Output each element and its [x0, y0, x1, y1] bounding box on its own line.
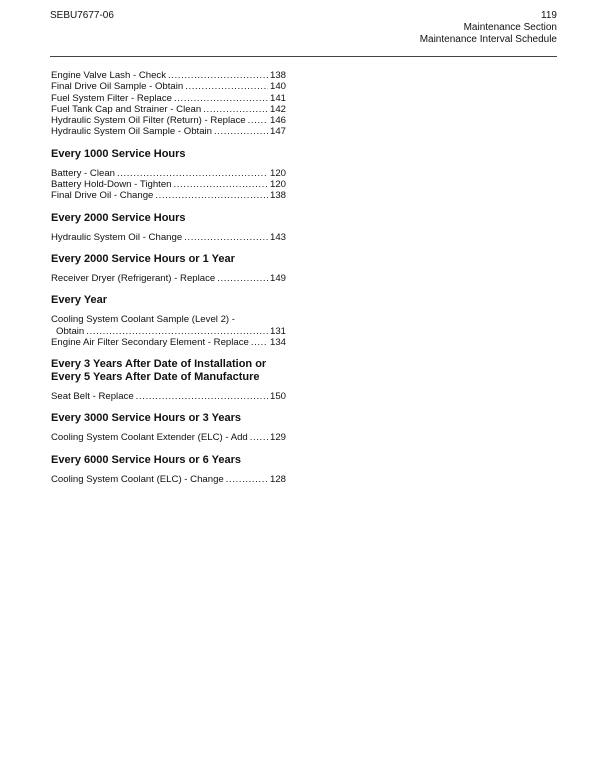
section-heading	[51, 358, 286, 384]
section-entries	[51, 168, 286, 202]
schedule-entry[interactable]	[51, 104, 286, 115]
entry-page: 129	[269, 432, 286, 444]
entry-page: 128	[269, 473, 286, 485]
schedule-entry[interactable]	[51, 232, 286, 243]
entry-text: Battery - Clean	[51, 167, 115, 179]
leader-dots	[136, 391, 268, 402]
section-heading-line: Every 3 Years After Date of Installation or	[51, 358, 267, 371]
leader-dots	[217, 273, 268, 284]
entry-text: Final Drive Oil - Change	[51, 190, 154, 202]
schedule-entry[interactable]	[51, 70, 286, 81]
entry-page: 134	[269, 336, 286, 348]
schedule-entry[interactable]	[51, 168, 286, 179]
schedule-column	[51, 70, 286, 485]
leader-dots	[248, 115, 268, 126]
section-heading: Every 1000 Service Hours	[51, 147, 186, 160]
schedule-entry[interactable]	[51, 115, 286, 126]
leader-dots	[184, 232, 268, 243]
entry-page: 149	[269, 272, 286, 284]
subsection-name: Maintenance Interval Schedule	[419, 34, 557, 45]
entry-text: Engine Air Filter Secondary Element - Replace	[51, 336, 249, 348]
entry-text: Engine Valve Lash - Check	[51, 70, 167, 81]
schedule-entry[interactable]	[51, 126, 286, 137]
entry-text: Cooling System Coolant Sample (Level 2) -	[51, 314, 235, 326]
entry-page: 142	[269, 103, 286, 115]
entry-text: Battery Hold-Down - Tighten	[51, 179, 172, 191]
schedule-entry[interactable]	[51, 474, 286, 485]
entry-page: 120	[269, 179, 286, 191]
entry-text: Receiver Dryer (Refrigerant) - Replace	[51, 272, 216, 284]
leader-dots	[155, 190, 268, 201]
document-id: SEBU7677-06	[50, 10, 114, 21]
schedule-entry[interactable]	[51, 391, 286, 402]
section-heading: Every 3000 Service Hours or 3 Years	[51, 412, 241, 425]
leader-dots	[250, 432, 268, 443]
schedule-entry[interactable]	[51, 179, 286, 190]
entry-page: 120	[269, 167, 286, 179]
entry-text: Fuel Tank Cap and Strainer - Clean	[51, 103, 202, 115]
entry-page: 138	[269, 190, 286, 202]
schedule-entry[interactable]	[51, 273, 286, 284]
entry-text: Cooling System Coolant Extender (ELC) - Add	[51, 432, 248, 444]
entry-text: Seat Belt - Replace	[51, 391, 134, 403]
entry-text: Hydraulic System Oil Sample - Obtain	[51, 126, 213, 138]
entry-page: 147	[269, 126, 286, 138]
entry-page: 150	[269, 391, 286, 403]
section-heading: Every Year	[51, 294, 108, 307]
entry-page: 141	[269, 92, 286, 104]
section-entries	[51, 232, 286, 243]
entry-text: Hydraulic System Oil Filter (Return) - Replace	[51, 115, 246, 127]
section-entries	[51, 432, 286, 443]
leader-dots	[226, 474, 268, 485]
leader-dots	[185, 81, 268, 92]
section-entries	[51, 314, 286, 348]
leader-dots	[86, 326, 268, 337]
schedule-entry[interactable]	[51, 190, 286, 201]
entry-page: 140	[269, 81, 286, 93]
intro-entries	[51, 70, 286, 138]
entry-text: Hydraulic System Oil - Change	[51, 231, 183, 243]
section-heading-line: Every 5 Years After Date of Manufacture	[51, 371, 260, 384]
section-entries	[51, 474, 286, 485]
entry-page: 146	[269, 115, 286, 127]
entry-text-continued: Obtain	[56, 325, 85, 337]
leader-dots	[168, 70, 268, 81]
page-header	[420, 10, 557, 46]
entry-page: 138	[269, 70, 286, 81]
schedule-entry[interactable]	[51, 93, 286, 104]
schedule-entry[interactable]	[51, 337, 286, 348]
leader-dots	[214, 126, 268, 137]
schedule-entry[interactable]	[51, 314, 286, 337]
section-heading: Every 2000 Service Hours	[51, 211, 186, 224]
leader-dots	[203, 104, 268, 115]
section-heading: Every 2000 Service Hours or 1 Year	[51, 252, 235, 265]
leader-dots	[117, 168, 268, 179]
entry-page: 143	[269, 231, 286, 243]
page-number: 119	[541, 10, 557, 21]
section-name: Maintenance Section	[463, 22, 557, 33]
entry-text: Cooling System Coolant (ELC) - Change	[51, 473, 224, 485]
header-divider	[50, 56, 557, 57]
leader-dots	[174, 93, 268, 104]
schedule-entry[interactable]	[51, 81, 286, 92]
leader-dots	[251, 337, 268, 348]
entry-text: Final Drive Oil Sample - Obtain	[51, 81, 184, 93]
leader-dots	[174, 179, 268, 190]
section-heading: Every 6000 Service Hours or 6 Years	[51, 453, 241, 466]
entry-page: 131	[269, 325, 286, 337]
section-entries	[51, 391, 286, 402]
schedule-entry[interactable]	[51, 432, 286, 443]
section-entries	[51, 273, 286, 284]
entry-text: Fuel System Filter - Replace	[51, 92, 173, 104]
